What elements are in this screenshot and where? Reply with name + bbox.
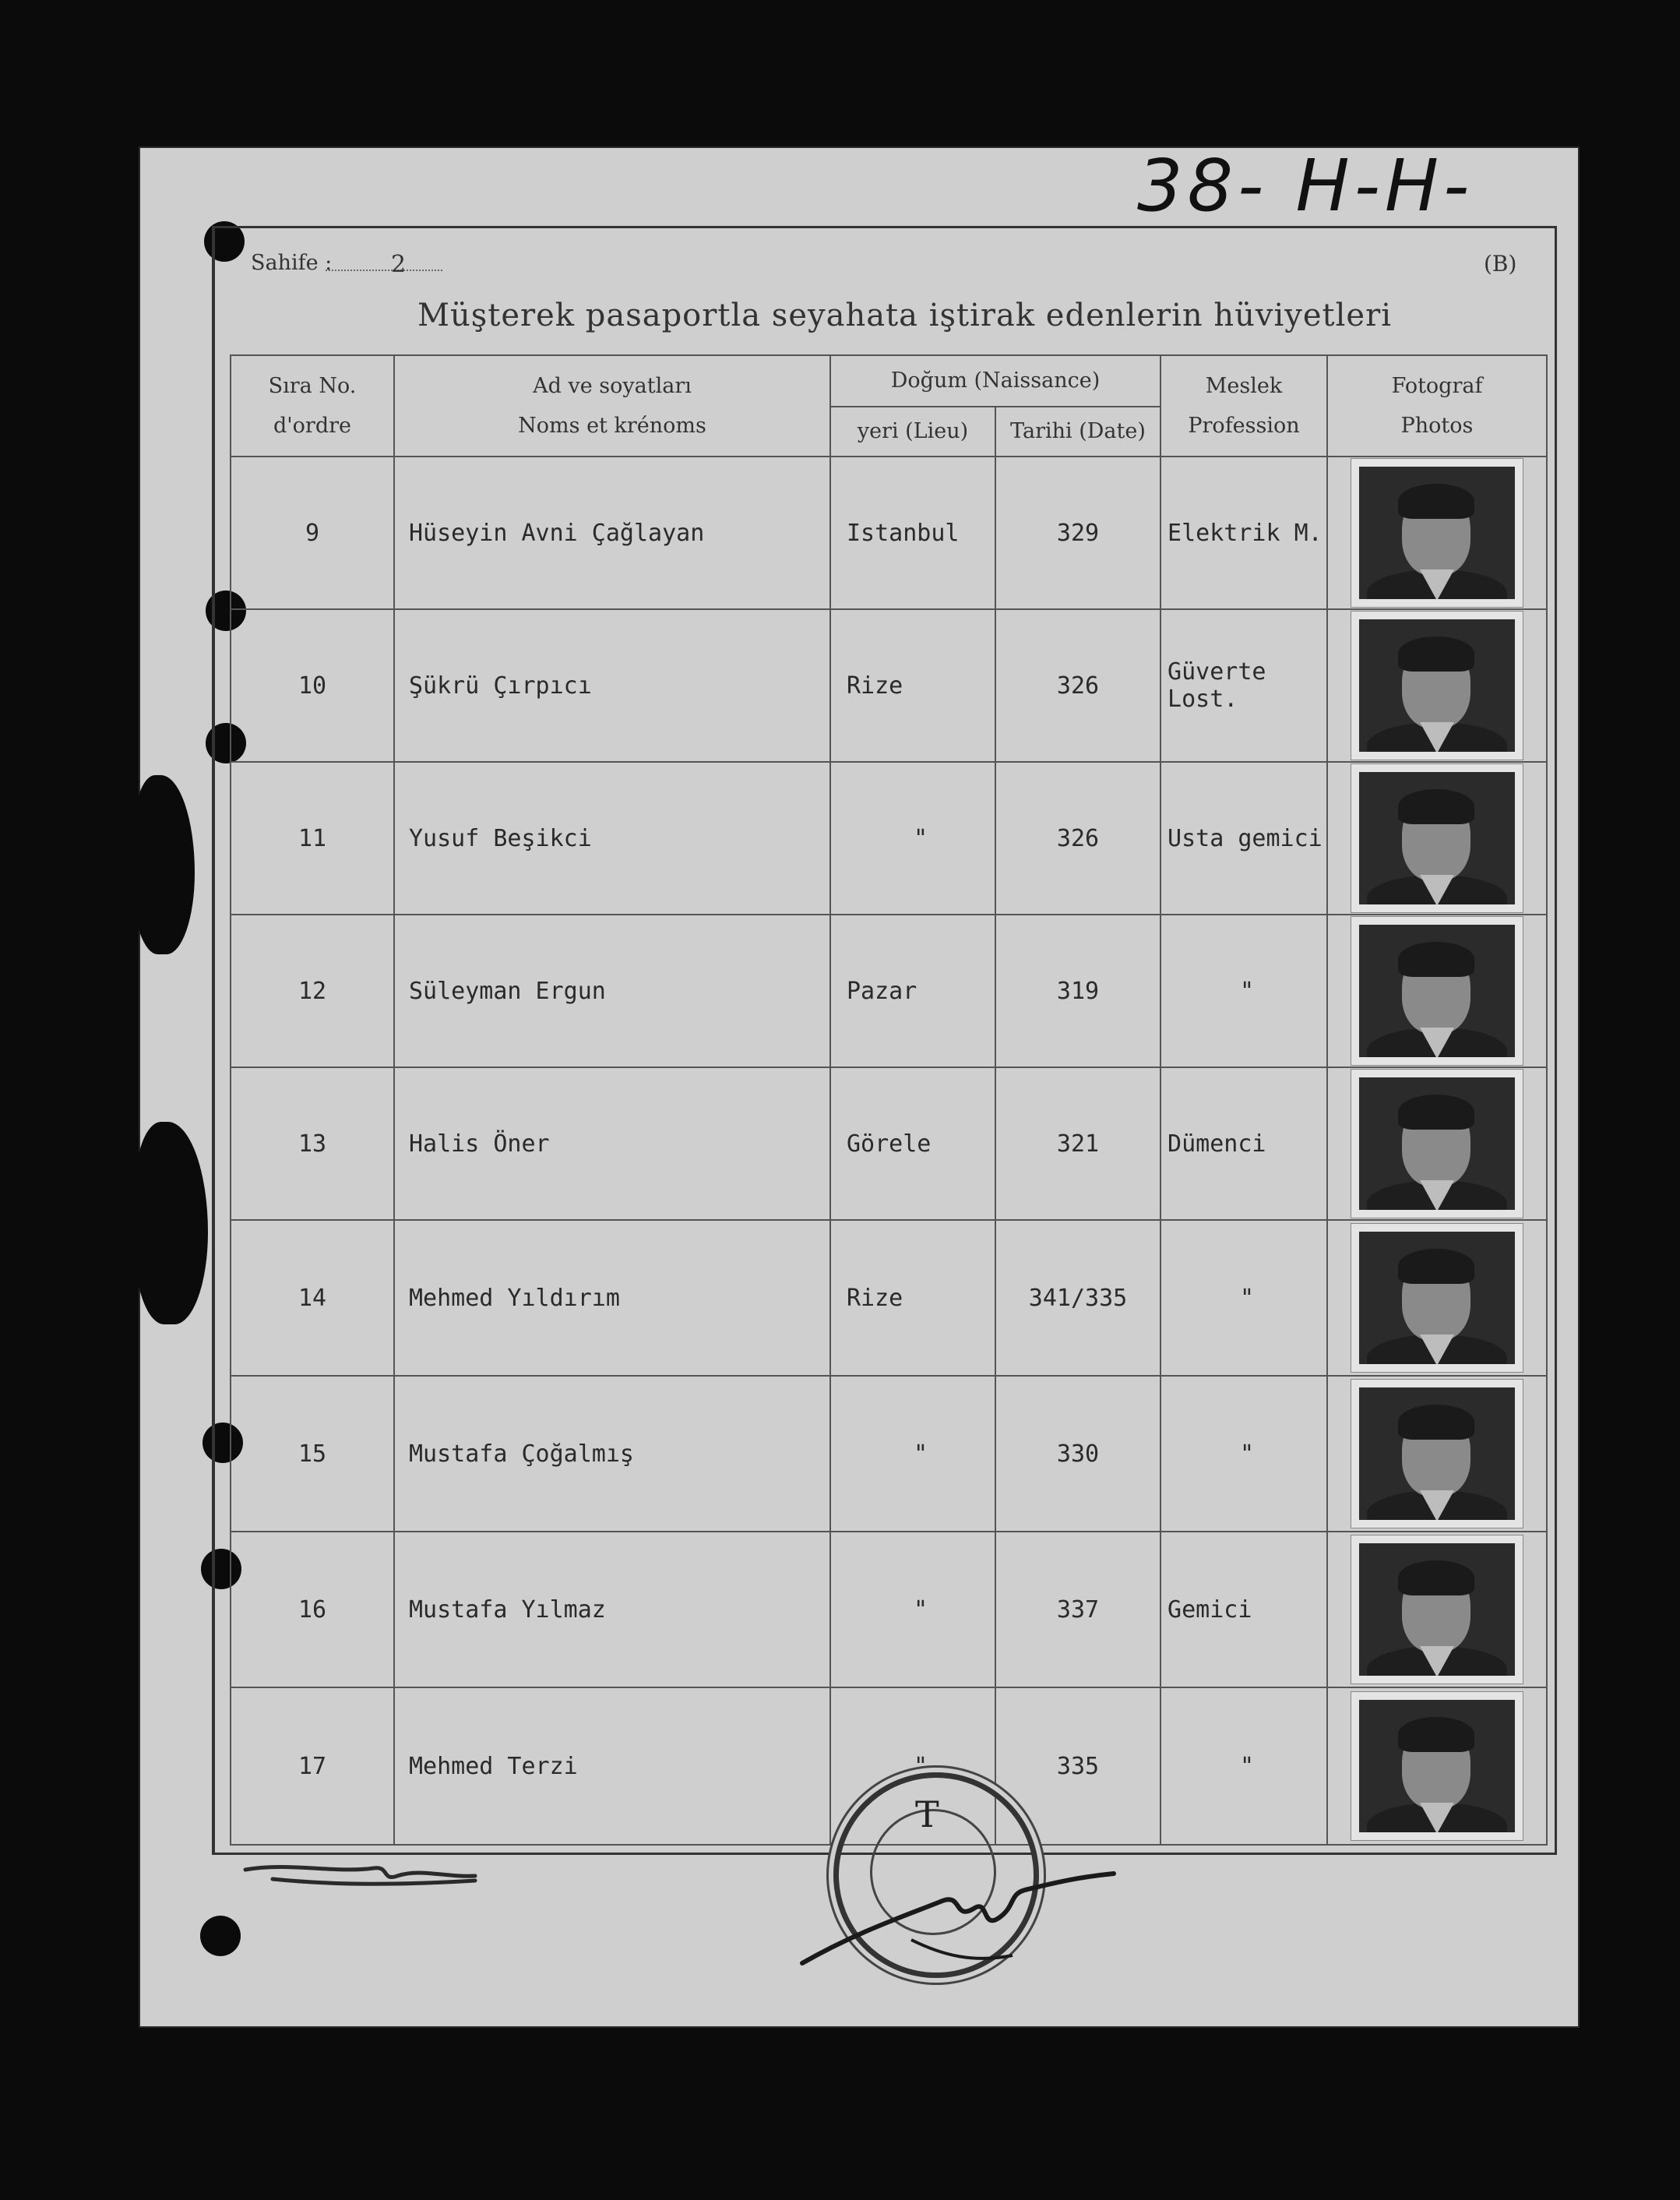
row-number: 17 xyxy=(231,1687,394,1845)
form-code: (B) xyxy=(1484,251,1517,277)
birth-place: " xyxy=(830,1532,995,1687)
portrait-photo xyxy=(1351,459,1523,607)
profession: Gemici xyxy=(1161,1532,1327,1687)
header-place: yeri (Lieu) xyxy=(830,407,995,457)
birth-date: 321 xyxy=(995,1067,1161,1220)
profession: " xyxy=(1161,1376,1327,1532)
handwritten-reference: 38- H-H- xyxy=(1137,144,1474,227)
birth-date: 319 xyxy=(995,915,1161,1067)
person-name: Mustafa Yılmaz xyxy=(394,1532,830,1687)
profession: Usta gemici xyxy=(1161,762,1327,915)
official-signature xyxy=(794,1846,1122,1979)
left-signature xyxy=(241,1854,491,1901)
person-name: Yusuf Beşikci xyxy=(394,762,830,915)
row-number: 11 xyxy=(231,762,394,915)
portrait-photo xyxy=(1351,1224,1523,1372)
header-number-tr: Sıra No. xyxy=(268,373,357,398)
table-row xyxy=(231,1067,1547,1220)
header-birth: Doğum (Naissance) xyxy=(830,355,1161,407)
birth-place: Rize xyxy=(830,609,995,762)
birth-date: 326 xyxy=(995,609,1161,762)
table-row xyxy=(231,609,1547,762)
birth-place: Rize xyxy=(830,1220,995,1376)
row-number: 16 xyxy=(231,1532,394,1687)
profession: " xyxy=(1161,915,1327,1067)
photo-cell xyxy=(1327,1532,1547,1687)
identity-table xyxy=(230,354,1548,1846)
row-number: 10 xyxy=(231,609,394,762)
photo-cell xyxy=(1327,915,1547,1067)
header-profession-tr: Meslek xyxy=(1205,373,1283,398)
binder-hole xyxy=(200,1916,241,1956)
photo-cell xyxy=(1327,1067,1547,1220)
birth-place: Görele xyxy=(830,1067,995,1220)
photo-cell xyxy=(1327,1687,1547,1845)
birth-place: " xyxy=(830,762,995,915)
portrait-photo xyxy=(1351,1692,1523,1840)
header-name xyxy=(394,355,830,457)
photo-cell xyxy=(1327,1220,1547,1376)
person-name: Mehmed Yıldırım xyxy=(394,1220,830,1376)
header-name-tr: Ad ve soyatları xyxy=(533,373,692,398)
photo-cell xyxy=(1327,1376,1547,1532)
birth-date: 335 xyxy=(995,1687,1161,1845)
birth-date: 330 xyxy=(995,1376,1161,1532)
header-number-fr: d'ordre xyxy=(273,414,352,438)
seal-letter: T xyxy=(915,1793,939,1835)
form-title: Müşterek pasaportla seyahata iştirak edenlerin hüviyetleri xyxy=(417,298,1393,333)
portrait-photo xyxy=(1351,1535,1523,1683)
row-number: 14 xyxy=(231,1220,394,1376)
person-name: Mehmed Terzi xyxy=(394,1687,830,1845)
profession: " xyxy=(1161,1220,1327,1376)
profession: Elektrik M. xyxy=(1161,457,1327,609)
portrait-photo xyxy=(1351,1070,1523,1218)
photo-cell xyxy=(1327,609,1547,762)
header-profession-fr: Profession xyxy=(1188,414,1300,438)
row-number: 9 xyxy=(231,457,394,609)
profession: Güverte Lost. xyxy=(1161,609,1327,762)
header-photo-fr: Photos xyxy=(1400,414,1474,438)
person-name: Halis Öner xyxy=(394,1067,830,1220)
row-number: 13 xyxy=(231,1067,394,1220)
photo-cell xyxy=(1327,457,1547,609)
birth-date: 329 xyxy=(995,457,1161,609)
page-label: Sahife : xyxy=(251,251,333,275)
portrait-photo xyxy=(1351,764,1523,912)
profession: " xyxy=(1161,1687,1327,1845)
profession: Dümenci xyxy=(1161,1067,1327,1220)
photo-cell xyxy=(1327,762,1547,915)
header-name-fr: Noms et krénoms xyxy=(518,414,706,438)
page-number: 2 xyxy=(391,251,407,278)
person-name: Hüseyin Avni Çağlayan xyxy=(394,457,830,609)
birth-place: Pazar xyxy=(830,915,995,1067)
birth-place: " xyxy=(830,1376,995,1532)
portrait-photo xyxy=(1351,1380,1523,1528)
header-photo-tr: Fotograf xyxy=(1391,373,1483,398)
table-row xyxy=(231,762,1547,915)
header-profession xyxy=(1161,355,1327,457)
table-row xyxy=(231,1532,1547,1687)
birth-date: 341/335 xyxy=(995,1220,1161,1376)
table-row xyxy=(231,1376,1547,1532)
person-name: Mustafa Çoğalmış xyxy=(394,1376,830,1532)
header-photo xyxy=(1327,355,1547,457)
person-name: Süleyman Ergun xyxy=(394,915,830,1067)
header-date: Tarihi (Date) xyxy=(995,407,1161,457)
birth-place: " xyxy=(830,1687,995,1845)
header-number xyxy=(231,355,394,457)
table-row xyxy=(231,1220,1547,1376)
birth-date: 326 xyxy=(995,762,1161,915)
person-name: Şükrü Çırpıcı xyxy=(394,609,830,762)
row-number: 15 xyxy=(231,1376,394,1532)
table-row xyxy=(231,915,1547,1067)
portrait-photo xyxy=(1351,917,1523,1065)
portrait-photo xyxy=(1351,612,1523,760)
birth-place: Istanbul xyxy=(830,457,995,609)
row-number: 12 xyxy=(231,915,394,1067)
table-row xyxy=(231,457,1547,609)
birth-date: 337 xyxy=(995,1532,1161,1687)
page-dots xyxy=(326,270,442,271)
